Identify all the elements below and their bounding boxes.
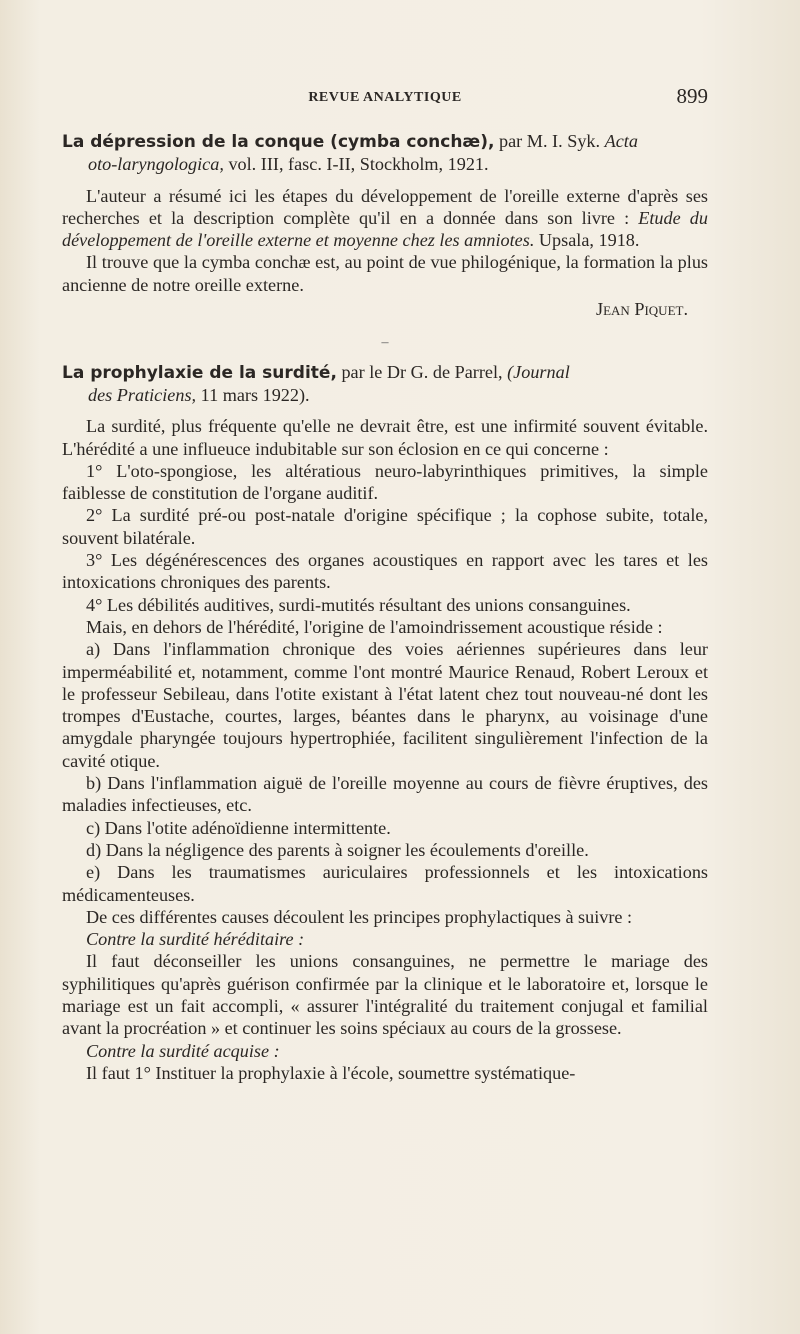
paragraph-text: Upsala, 1918. [534,230,640,251]
paragraph: La surdité, plus fréquente qu'elle ne devrait être, est une infirmité souvent évitable. L'hérédité a une influeuce indubitable sur son éclosion en ce qui concerne : [62,416,708,459]
journal-name-cont: oto-laryngologica, [88,154,224,175]
paragraph: a) Dans l'inflammation chronique des voies aériennes supérieures dans leur imperméabilité et, notamment, comme l'ont montré Maurice Renaud, Robert Leroux et le professeur Sebileau, dans l'otite existant à l'état latent chez tout nouveau-né dont les trompes d'Eustache, courtes, larges, béantes dans le pharynx, au voisinage d'une amygdale pharyngée toujours hypertrophiée, facilitent singulièrement l'infection de la cavité otique. [62,639,708,771]
paragraph: Il trouve que la cymba conchæ est, au point de vue philogénique, la formation la plus ancienne de notre oreille externe. [62,252,708,295]
reference-details: vol. III, fasc. I-II, Stockholm, 1921. [223,154,489,175]
separator-dash: – [381,335,389,351]
paragraph: 4° Les débilités auditives, surdi-mutités résultant des unions consanguines. [86,594,631,615]
running-title: REVUE ANALYTIQUE [308,90,462,105]
paragraph: 1° L'oto-spongiose, les altératious neuro-labyrinthiques primitives, la simple faiblesse de constitution de l'organe auditif. [62,460,708,504]
article-byline: par M. I. Syk. [494,131,605,151]
page-number: 899 [676,84,708,108]
article-title: La dépression de la conque (cymba conchæ), [62,132,495,152]
reference-details: 11 mars 1922). [196,384,310,405]
page-content [62,130,708,1084]
paragraph: Mais, en dehors de l'hérédité, l'origine de l'amoindrissement acoustique réside : [86,616,663,637]
author-signature: Jean Piquet. [596,299,688,320]
journal-name-cont: des Praticiens, [88,384,197,405]
subheading: Contre la surdité héréditaire : [86,929,305,950]
paragraph: 2° La surdité pré-ou post-natale d'origine spécifique ; la cophose subite, totale, souvent bilatérale. [62,505,708,548]
paragraph: b) Dans l'inflammation aiguë de l'oreille moyenne au cours de fièvre éruptives, des maladies infectieuses, etc. [62,773,708,816]
paragraph [62,185,708,252]
journal-name: (Journal [507,361,570,382]
subheading: Contre la surdité acquise : [86,1040,280,1061]
paragraph: c) Dans l'otite adénoïdienne intermittente. [86,817,391,838]
article-prophylaxie-surdite [62,361,708,1085]
article-heading [62,361,708,407]
journal-name: Acta [604,131,638,151]
article-depression-conque [62,130,708,320]
reference-continuation [62,384,708,406]
article-heading [62,130,708,176]
page-header [62,82,708,112]
paragraph: d) Dans la négligence des parents à soigner les écoulements d'oreille. [86,839,589,860]
book-title: Etude du développement de l'oreille externe et moyenne chez les amniotes. [62,207,708,251]
paragraph: Il faut déconseiller les unions consanguines, ne permettre le mariage des syphilitiques qu'après guérison confirmée par la clinique et le laboratoire et, lorsque le mariage est un fait accompli, « assurer l'intégralité du traitement conjugal et familial avant la procréation » et continuer les soins spéciaux au cours de la grossese. [62,951,708,1039]
paragraph: 3° Les dégénérescences des organes acoustiques en rapport avec les tares et les intoxications chroniques des parents. [62,550,708,593]
paragraph: e) Dans les traumatismes auriculaires professionnels et les intoxications médicamenteuses. [62,862,708,905]
paragraph: De ces différentes causes découlent les principes prophylactiques à suivre : [86,906,633,927]
paragraph: Il faut 1° Instituer la prophylaxie à l'école, soumettre systématique- [86,1062,576,1083]
paragraph-text: L'auteur a résumé ici les étapes du développement de l'oreille externe d'après ses recherches et la description complète qu'il en a donnée dans son livre : [62,185,708,228]
article-byline: par le Dr G. de Parrel, [336,361,508,382]
article-title: La prophylaxie de la surdité, [62,362,337,383]
reference-continuation [62,153,708,175]
